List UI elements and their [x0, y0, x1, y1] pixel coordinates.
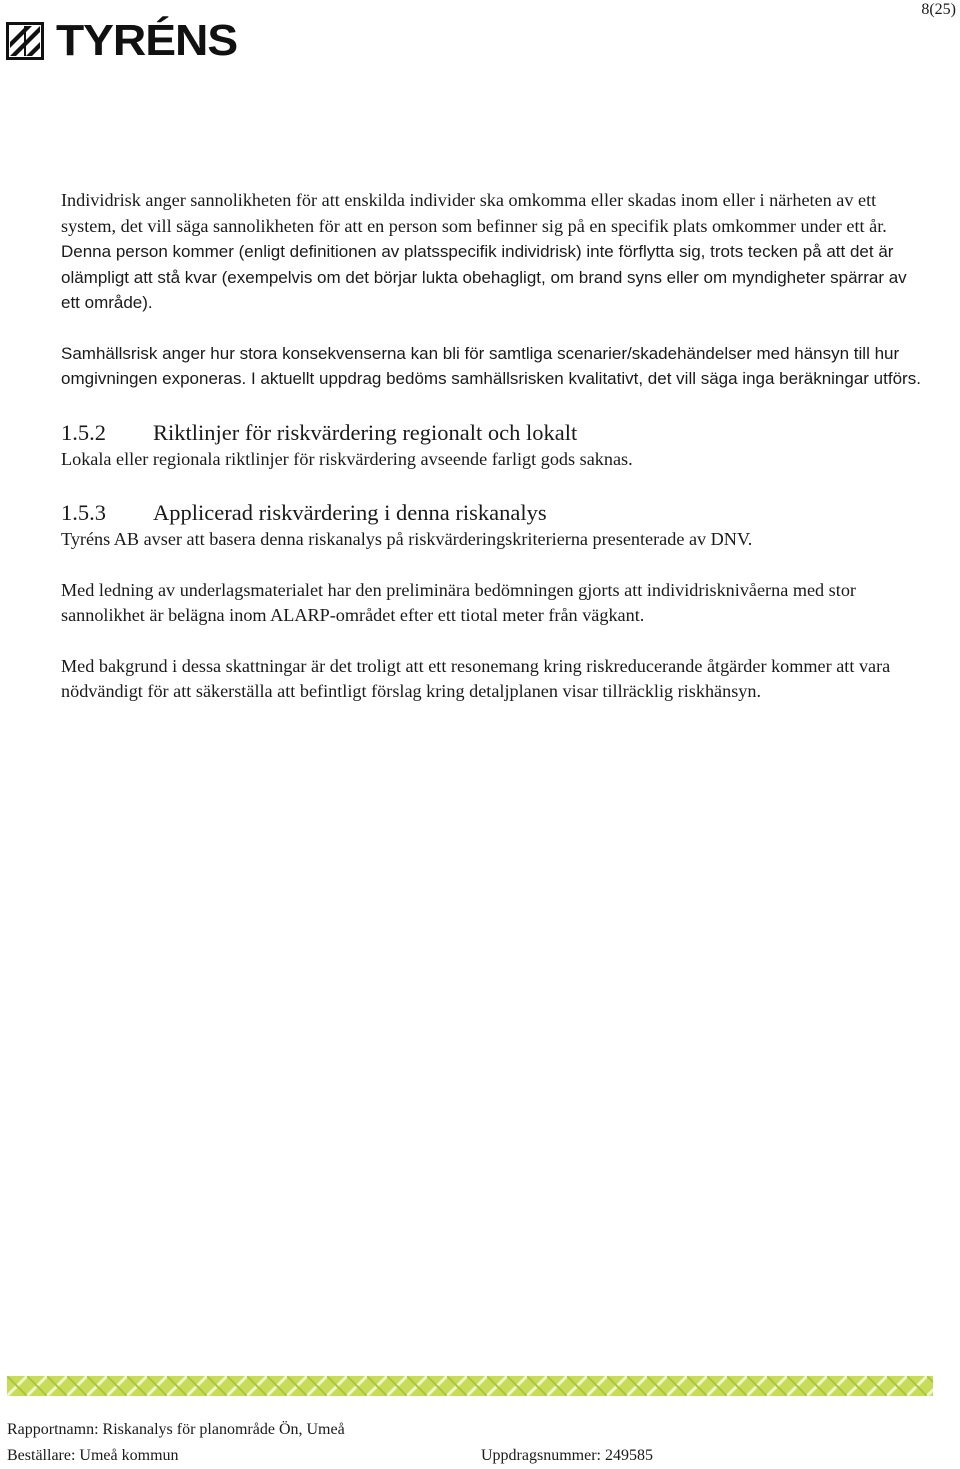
paragraph-individrisk-serif: Individrisk anger sannolikheten för att enskilda individer ska omkomma eller skadas inom eller i närheten av ett system, det vill säga sannolikheten för att en person som befinner sig på en specifik plats omkommer under ett år.: [61, 190, 887, 236]
section-heading-1-5-2: [61, 419, 921, 447]
paragraph-riktlinjer: Lokala eller regionala riktlinjer för riskvärdering avseende farligt gods saknas.: [61, 448, 633, 469]
paragraph-ledning: Med ledning av underlagsmaterialet har den preliminära bedömningen gjorts att individrisknivåerna med stor sannolikhet är belägna inom ALARP-området efter ett tiotal meter från vägkant.: [61, 579, 856, 625]
footer-client: Beställare: Umeå kommun: [7, 1447, 179, 1464]
footer-report-name: Rapportnamn: Riskanalys för planområde Ön, Umeå: [7, 1421, 345, 1438]
paragraph-samhallsrisk: Samhällsrisk anger hur stora konsekvenserna kan bli för samtliga scenarier/skadehändelser med hänsyn till hur omgivningen exponeras. I aktuellt uppdrag bedöms samhällsrisken kvalitativt, det vill säga inga beräkningar utförs.: [61, 343, 921, 388]
tyrens-logo-icon: [6, 22, 44, 60]
section-title: Riktlinjer för riskvärdering regionalt och lokalt: [153, 419, 578, 445]
footer-assignment-number: Uppdragsnummer: 249585: [481, 1447, 653, 1464]
section-title: Applicerad riskvärdering i denna riskanalys: [153, 500, 547, 525]
section-number: 1.5.3: [61, 500, 106, 525]
paragraph-applicerad: Tyréns AB avser att basera denna riskanalys på riskvärderingskriterierna presenterade av DNV.: [61, 529, 753, 549]
footer-decorative-stripe: [7, 1376, 933, 1396]
page-number: 8(25): [921, 1, 956, 18]
paragraph-bakgrund: Med bakgrund i dessa skattningar är det troligt att ett resonemang kring riskreducerande åtgärder kommer att vara nödvändigt för att säkerställa att befintligt förslag kring detaljplanen visar tillräcklig riskhänsyn.: [61, 655, 891, 701]
tyrens-logo: [6, 16, 238, 65]
logo-wordmark: TYRÉNS: [56, 16, 238, 65]
section-heading-1-5-3: [61, 499, 921, 527]
paragraph-individrisk-sans: Denna person kommer (enligt definitionen av platsspecifik individrisk) inte förflytta sig, trots tecken på att det är olämpligt att stå kvar (exempelvis om det börjar lukta obehagligt, om brand syns eller om myndigheter spärrar av ett område).: [61, 242, 907, 312]
section-number: 1.5.2: [61, 419, 106, 445]
document-body: [61, 188, 921, 705]
paragraph-individrisk: [61, 188, 921, 316]
